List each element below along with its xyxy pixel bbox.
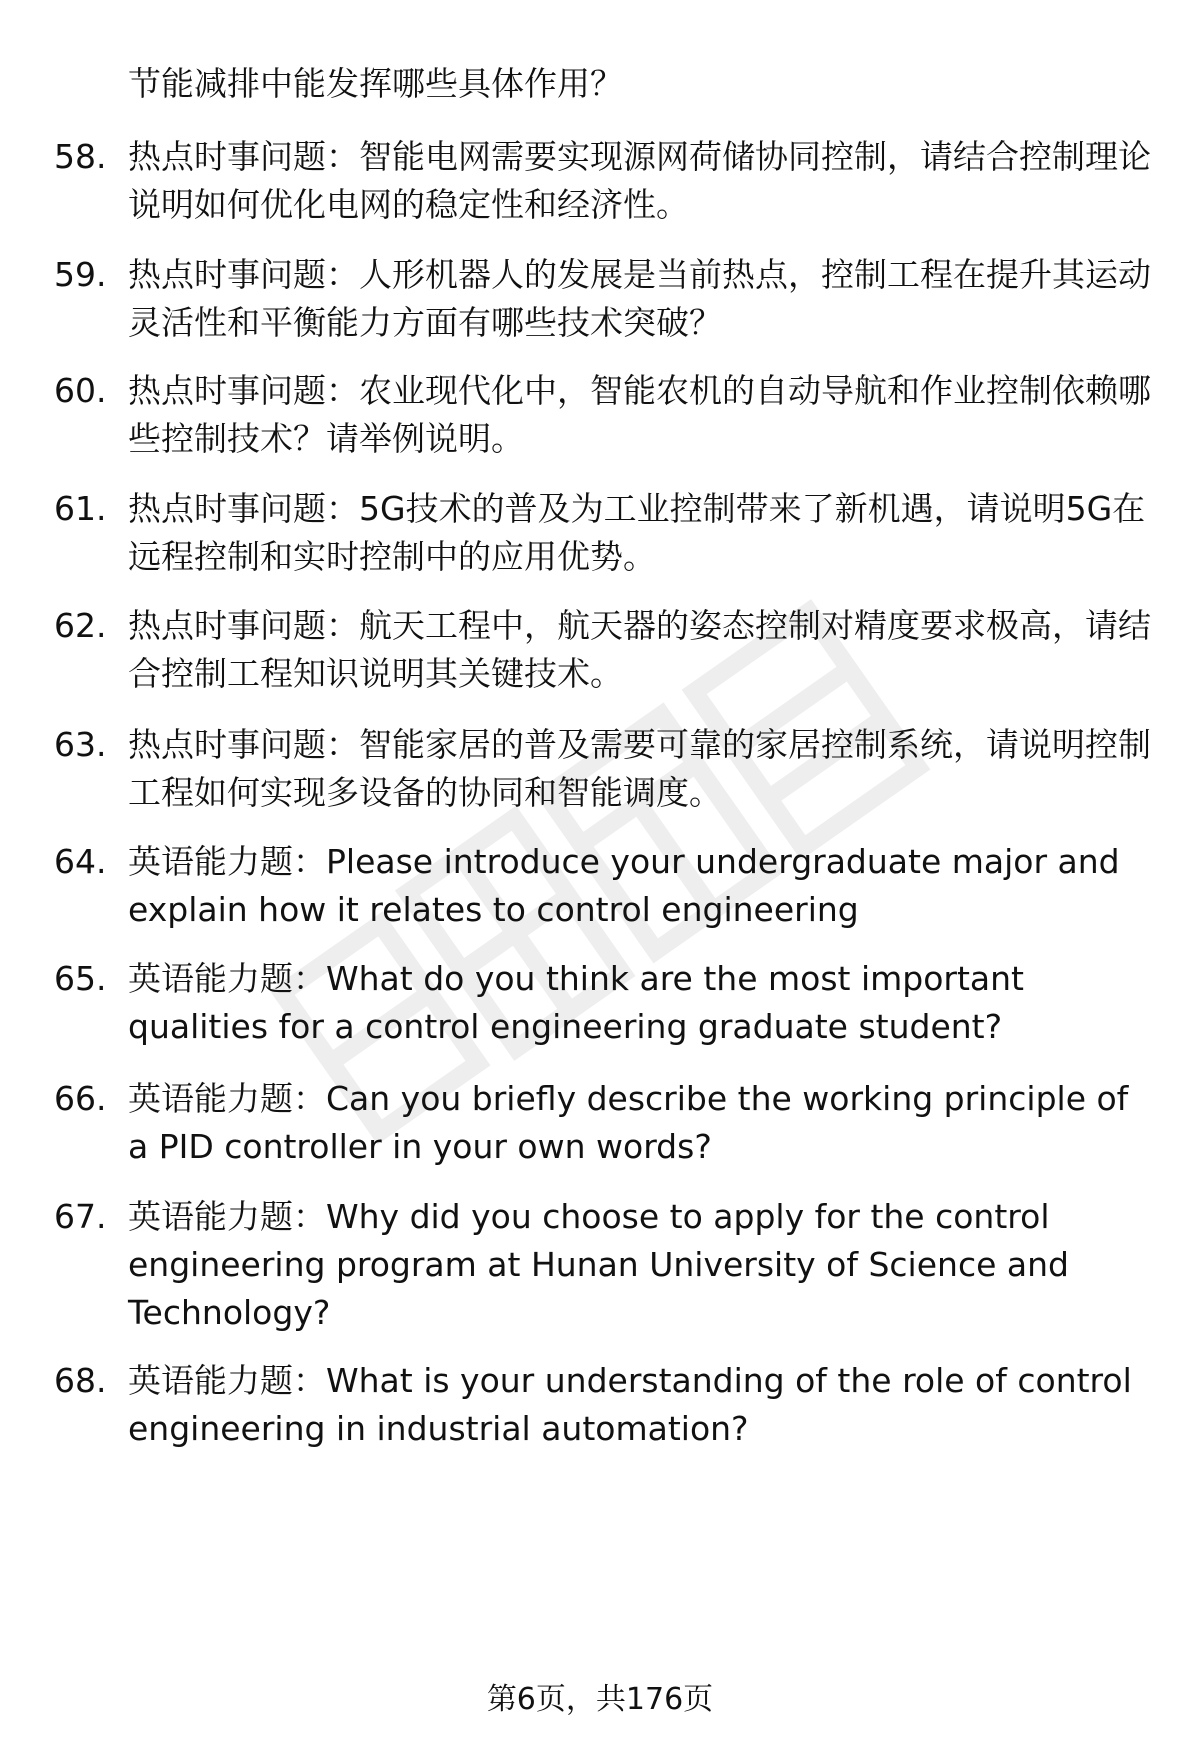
question-number: 66. [54, 1079, 107, 1118]
question-text: 热点时事问题：航天工程中，航天器的姿态控制对精度要求极高，请结合控制工程知识说明其关键技术。 [128, 606, 1151, 693]
question-number: 59. [54, 255, 107, 294]
question-text: 英语能力题：Can you briefly describe the working principle of a PID controller in your own words? [128, 1079, 1129, 1166]
question-text: 英语能力题：What do you think are the most important qualities for a control engineering graduate student? [128, 959, 1024, 1046]
page-footer: 第6页，共176页 [486, 1682, 714, 1717]
question-text: 英语能力题：What is your understanding of the role of control engineering in industrial automation? [128, 1361, 1132, 1448]
question-number: 64. [54, 842, 107, 881]
question-text: 英语能力题：Why did you choose to apply for the control engineering program at Hunan University of Science and Technology? [128, 1197, 1069, 1332]
question-text: 热点时事问题：人形机器人的发展是当前热点，控制工程在提升其运动灵活性和平衡能力方面有哪些技术突破？ [128, 255, 1151, 342]
question-number: 63. [54, 725, 107, 764]
question-number: 61. [54, 489, 107, 528]
question-text: 英语能力题：Please introduce your undergraduate major and explain how it relates to control engineering [128, 842, 1120, 929]
question-number: 62. [54, 606, 107, 645]
question-number: 60. [54, 371, 107, 410]
question-number: 67. [54, 1197, 107, 1236]
question-number: 58. [54, 137, 107, 176]
continued-question-text: 节能减排中能发挥哪些具体作用？ [128, 64, 623, 103]
question-text: 热点时事问题：5G技术的普及为工业控制带来了新机遇，请说明5G在远程控制和实时控制中的应用优势。 [128, 489, 1146, 576]
question-number: 68. [54, 1361, 107, 1400]
question-text: 热点时事问题：智能家居的普及需要可靠的家居控制系统，请说明控制工程如何实现多设备的协同和智能调度。 [128, 725, 1151, 812]
question-text: 热点时事问题：智能电网需要实现源网荷储协同控制，请结合控制理论说明如何优化电网的稳定性和经济性。 [128, 137, 1151, 224]
question-text: 热点时事问题：农业现代化中，智能农机的自动导航和作业控制依赖哪些控制技术？请举例说明。 [128, 371, 1151, 458]
question-number: 65. [54, 959, 107, 998]
